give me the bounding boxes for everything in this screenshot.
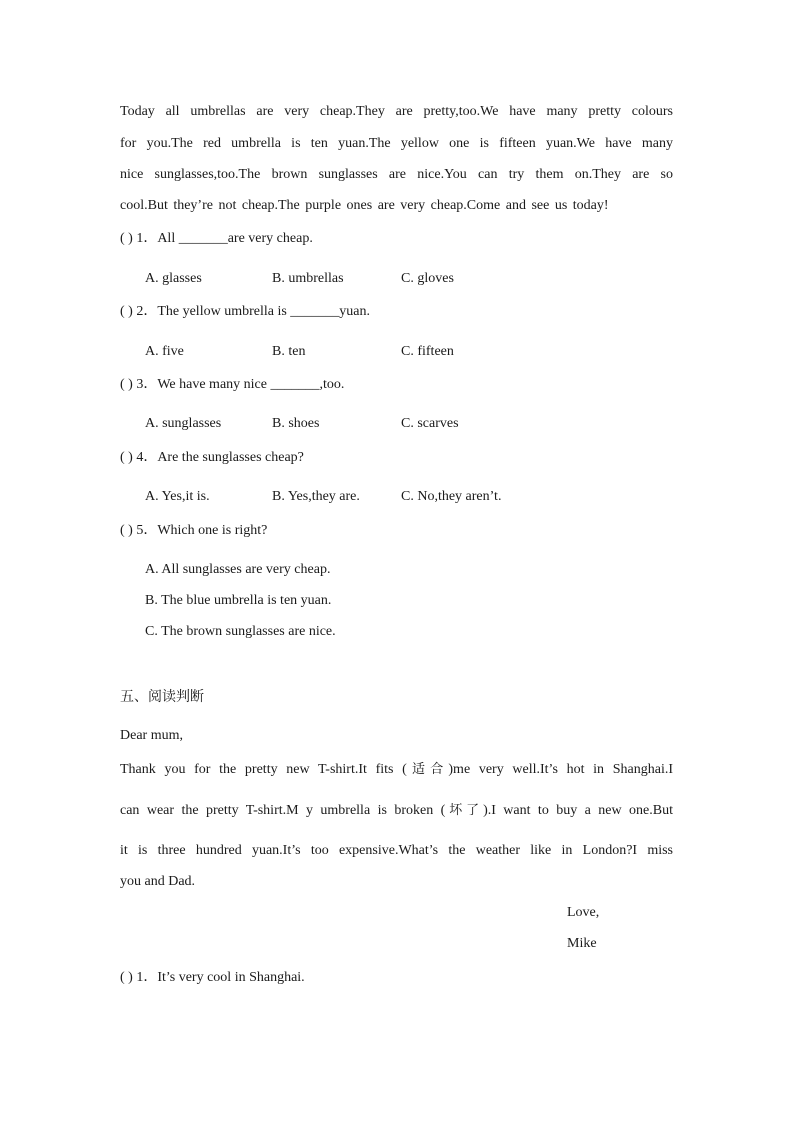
q2-option-c: C. fifteen xyxy=(401,344,454,359)
question-1: ( ) 1．All _______are very cheap. xyxy=(120,231,313,246)
letter-line-1-text-a: Thank you for the pretty new T-shirt.It fits ( xyxy=(120,762,407,777)
letter-line-4: you and Dad. xyxy=(120,874,196,889)
letter-line-1 xyxy=(120,760,673,780)
letter-greeting: Dear mum, xyxy=(120,728,183,743)
section5-question-1: ( ) 1．It’s very cool in Shanghai. xyxy=(120,970,305,985)
question-4: ( ) 4．Are the sunglasses cheap? xyxy=(120,450,304,465)
q1-option-c: C. gloves xyxy=(401,271,454,286)
q4-option-b: B. Yes,they are. xyxy=(272,489,360,504)
letter-line-1-cjk: 适合 xyxy=(406,762,449,777)
q2-option-a: A. five xyxy=(145,344,184,359)
passage-line-3: nice sunglasses,too.The brown sunglasses are nice.You can try them on.They are so xyxy=(120,167,673,182)
passage-line-2: for you.The red umbrella is ten yuan.The yellow one is fifteen yuan.We have many xyxy=(120,136,673,151)
passage-line-4: cool.But they’re not cheap.The purple ones are very cheap.Come and see us today! xyxy=(120,198,609,213)
letter-line-2-text-b: ).I want to buy a new one.But xyxy=(483,803,673,818)
q4-option-c: C. No,they aren’t. xyxy=(401,489,502,504)
q1-option-a: A. glasses xyxy=(145,271,202,286)
q1-option-b: B. umbrellas xyxy=(272,271,344,286)
q4-option-a: A. Yes,it is. xyxy=(145,489,210,504)
letter-line-2-text-a: can wear the pretty T-shirt.M y umbrella is broken ( xyxy=(120,803,446,818)
passage-line-1: Today all umbrellas are very cheap.They are pretty,too.We have many pretty colours xyxy=(120,104,673,119)
letter-closing: Love, xyxy=(567,905,600,920)
question-3: ( ) 3．We have many nice _______,too. xyxy=(120,377,345,392)
question-5: ( ) 5．Which one is right? xyxy=(120,523,268,538)
letter-line-2-cjk: 坏了 xyxy=(445,803,484,818)
question-2: ( ) 2．The yellow umbrella is _______yuan. xyxy=(120,304,371,319)
q2-option-b: B. ten xyxy=(272,344,306,359)
q5-option-b: B. The blue umbrella is ten yuan. xyxy=(145,593,332,608)
q3-option-c: C. scarves xyxy=(401,416,459,431)
letter-line-1-text-b: )me very well.It’s hot in Shanghai.I xyxy=(448,762,673,777)
q3-option-a: A. sunglasses xyxy=(145,416,222,431)
q5-option-c: C. The brown sunglasses are nice. xyxy=(145,624,336,639)
letter-line-3: it is three hundred yuan.It’s too expensive.What’s the weather like in London?I miss xyxy=(120,843,673,858)
section-heading: 五、阅读判断 xyxy=(120,689,204,705)
letter-line-2 xyxy=(120,801,673,821)
letter-signature: Mike xyxy=(567,936,597,951)
q3-option-b: B. shoes xyxy=(272,416,320,431)
q5-option-a: A. All sunglasses are very cheap. xyxy=(145,562,331,577)
